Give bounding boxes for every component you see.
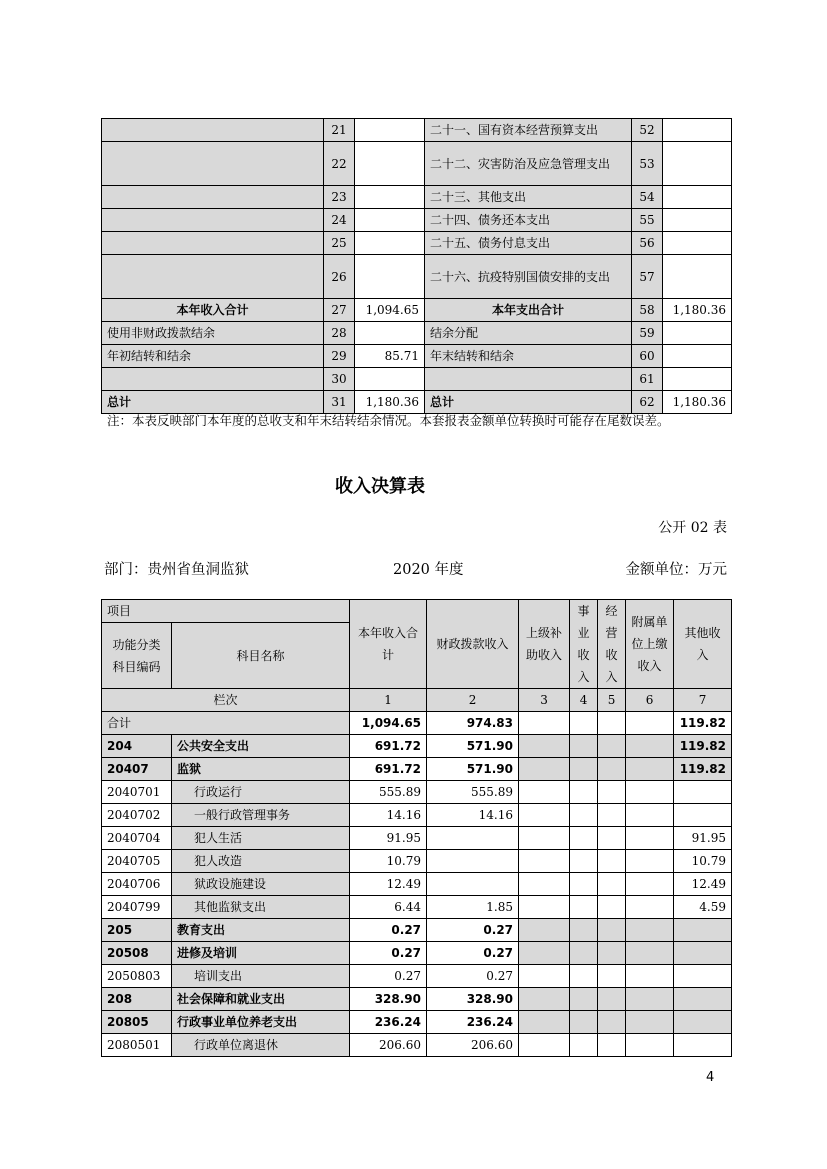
empty-cell [598, 919, 626, 942]
table-row [102, 345, 732, 368]
left-value [355, 142, 425, 186]
subject-code: 20805 [102, 1011, 172, 1034]
income-other: 10.79 [674, 850, 732, 873]
empty-cell [570, 942, 598, 965]
right-no: 59 [632, 322, 663, 345]
empty-cell [570, 1011, 598, 1034]
left-no: 26 [324, 255, 355, 299]
left-no: 21 [324, 119, 355, 142]
income-total: 0.27 [350, 965, 427, 988]
empty-cell [598, 873, 626, 896]
right-no: 55 [632, 209, 663, 232]
table-row [102, 1034, 732, 1057]
subject-name: 狱政设施建设 [172, 873, 350, 896]
income-other [674, 919, 732, 942]
income-other [674, 942, 732, 965]
empty-cell [626, 988, 674, 1011]
total-row-fiscal: 974.83 [427, 712, 519, 735]
column-number: 1 [350, 689, 427, 712]
empty-cell [519, 804, 570, 827]
header-operating: 经营收入 [598, 600, 626, 689]
income-total: 14.16 [350, 804, 427, 827]
empty-cell [570, 827, 598, 850]
right-label: 年末结转和结余 [425, 345, 632, 368]
right-no: 58 [632, 299, 663, 322]
subject-code: 2040701 [102, 781, 172, 804]
subject-name: 教育支出 [172, 919, 350, 942]
summary-note: 注：本表反映部门本年度的总收支和年末结转结余情况。本套报表金额单位转换时可能存在尾数误差。 [107, 413, 670, 428]
empty-cell [598, 988, 626, 1011]
empty-cell [519, 896, 570, 919]
left-label [102, 209, 324, 232]
column-number: 5 [598, 689, 626, 712]
income-fiscal: 1.85 [427, 896, 519, 919]
column-number: 2 [427, 689, 519, 712]
right-value [663, 209, 732, 232]
left-no: 23 [324, 186, 355, 209]
subject-code: 20508 [102, 942, 172, 965]
column-number: 4 [570, 689, 598, 712]
right-label: 总计 [425, 391, 632, 414]
empty-cell [598, 896, 626, 919]
income-total: 691.72 [350, 735, 427, 758]
table-row [102, 186, 732, 209]
table-row [102, 965, 732, 988]
right-no: 52 [632, 119, 663, 142]
right-label [425, 368, 632, 391]
right-label: 本年支出合计 [425, 299, 632, 322]
header-affiliated: 附属单位上缴收入 [626, 600, 674, 689]
total-row-total: 1,094.65 [350, 712, 427, 735]
column-number: 6 [626, 689, 674, 712]
right-label: 二十三、其他支出 [425, 186, 632, 209]
subject-name: 犯人生活 [172, 827, 350, 850]
left-value: 85.71 [355, 345, 425, 368]
header-fiscal: 财政拨款收入 [427, 600, 519, 689]
subject-code: 20407 [102, 758, 172, 781]
left-no: 24 [324, 209, 355, 232]
header-column-label: 栏次 [102, 689, 350, 712]
empty-cell [570, 781, 598, 804]
table-row [102, 209, 732, 232]
right-value [663, 345, 732, 368]
empty-cell [519, 965, 570, 988]
right-label: 二十二、灾害防治及应急管理支出 [425, 142, 632, 186]
table-row [102, 942, 732, 965]
table-row [102, 119, 732, 142]
empty-cell [626, 712, 674, 735]
empty-cell [598, 827, 626, 850]
income-fiscal: 0.27 [427, 965, 519, 988]
empty-cell [519, 919, 570, 942]
subject-code: 2040704 [102, 827, 172, 850]
right-no: 53 [632, 142, 663, 186]
empty-cell [626, 1034, 674, 1057]
subject-name: 其他监狱支出 [172, 896, 350, 919]
left-label: 总计 [102, 391, 324, 414]
left-value: 1,180.36 [355, 391, 425, 414]
empty-cell [519, 988, 570, 1011]
subject-code: 208 [102, 988, 172, 1011]
subject-code: 2040702 [102, 804, 172, 827]
left-label [102, 142, 324, 186]
right-label: 二十五、债务付息支出 [425, 232, 632, 255]
table-row [102, 988, 732, 1011]
income-total: 91.95 [350, 827, 427, 850]
left-no: 28 [324, 322, 355, 345]
table-row [102, 850, 732, 873]
income-fiscal [427, 873, 519, 896]
subject-code: 2080501 [102, 1034, 172, 1057]
right-no: 56 [632, 232, 663, 255]
subject-name: 培训支出 [172, 965, 350, 988]
left-label [102, 368, 324, 391]
table-code: 公开 02 表 [658, 520, 727, 536]
table-row [102, 255, 732, 299]
subject-name: 进修及培训 [172, 942, 350, 965]
empty-cell [598, 781, 626, 804]
department-label: 部门：贵州省鱼洞监狱 [104, 562, 249, 578]
empty-cell [519, 1011, 570, 1034]
empty-cell [598, 1011, 626, 1034]
empty-cell [519, 781, 570, 804]
empty-cell [626, 735, 674, 758]
left-value [355, 232, 425, 255]
table-row [102, 758, 732, 781]
left-value [355, 255, 425, 299]
empty-cell [598, 850, 626, 873]
right-value [663, 368, 732, 391]
income-fiscal: 206.60 [427, 1034, 519, 1057]
year-label: 2020 年度 [393, 562, 464, 578]
summary-table [101, 118, 732, 414]
left-value [355, 322, 425, 345]
right-value [663, 186, 732, 209]
empty-cell [598, 1034, 626, 1057]
income-total: 691.72 [350, 758, 427, 781]
left-label: 使用非财政拨款结余 [102, 322, 324, 345]
header-func-code: 功能分类科目编码 [102, 623, 172, 689]
empty-cell [598, 758, 626, 781]
empty-cell [598, 735, 626, 758]
empty-cell [519, 735, 570, 758]
empty-cell [626, 896, 674, 919]
table-row [102, 1011, 732, 1034]
empty-cell [626, 804, 674, 827]
table-row [102, 873, 732, 896]
income-other: 12.49 [674, 873, 732, 896]
income-total: 10.79 [350, 850, 427, 873]
empty-cell [626, 758, 674, 781]
total-row-other: 119.82 [674, 712, 732, 735]
subject-name: 行政运行 [172, 781, 350, 804]
income-other [674, 988, 732, 1011]
column-number: 7 [674, 689, 732, 712]
left-value [355, 368, 425, 391]
header-other: 其他收入 [674, 600, 732, 689]
header-item: 项目 [102, 600, 350, 623]
right-value: 1,180.36 [663, 391, 732, 414]
left-label: 年初结转和结余 [102, 345, 324, 368]
empty-cell [570, 919, 598, 942]
empty-cell [519, 758, 570, 781]
subject-code: 204 [102, 735, 172, 758]
income-total: 12.49 [350, 873, 427, 896]
income-fiscal: 236.24 [427, 1011, 519, 1034]
subject-name: 监狱 [172, 758, 350, 781]
empty-cell [519, 942, 570, 965]
right-label: 结余分配 [425, 322, 632, 345]
empty-cell [519, 873, 570, 896]
subject-name: 一般行政管理事务 [172, 804, 350, 827]
income-other: 4.59 [674, 896, 732, 919]
empty-cell [626, 873, 674, 896]
header-subject-name: 科目名称 [172, 623, 350, 689]
income-total: 236.24 [350, 1011, 427, 1034]
header-business: 事业收入 [570, 600, 598, 689]
table-row [102, 322, 732, 345]
right-value [663, 255, 732, 299]
empty-cell [570, 804, 598, 827]
left-value [355, 119, 425, 142]
right-value: 1,180.36 [663, 299, 732, 322]
subject-code: 2040706 [102, 873, 172, 896]
empty-cell [519, 827, 570, 850]
subject-code: 2050803 [102, 965, 172, 988]
income-fiscal: 0.27 [427, 919, 519, 942]
right-no: 57 [632, 255, 663, 299]
empty-cell [570, 850, 598, 873]
income-other: 91.95 [674, 827, 732, 850]
income-other [674, 1034, 732, 1057]
left-value: 1,094.65 [355, 299, 425, 322]
empty-cell [598, 965, 626, 988]
income-other [674, 965, 732, 988]
column-number: 3 [519, 689, 570, 712]
empty-cell [626, 850, 674, 873]
income-fiscal: 571.90 [427, 735, 519, 758]
left-label [102, 186, 324, 209]
income-other [674, 781, 732, 804]
empty-cell [626, 942, 674, 965]
left-no: 27 [324, 299, 355, 322]
table-row [102, 735, 732, 758]
empty-cell [626, 1011, 674, 1034]
income-fiscal: 571.90 [427, 758, 519, 781]
right-label: 二十六、抗疫特别国债安排的支出 [425, 255, 632, 299]
income-fiscal [427, 850, 519, 873]
left-no: 22 [324, 142, 355, 186]
right-value [663, 119, 732, 142]
empty-cell [626, 919, 674, 942]
subject-name: 行政单位离退休 [172, 1034, 350, 1057]
income-total: 555.89 [350, 781, 427, 804]
empty-cell [626, 781, 674, 804]
empty-cell [598, 712, 626, 735]
subject-name: 公共安全支出 [172, 735, 350, 758]
page-title: 收入决算表 [335, 476, 425, 497]
left-no: 31 [324, 391, 355, 414]
empty-cell [570, 965, 598, 988]
empty-cell [570, 896, 598, 919]
right-value [663, 322, 732, 345]
total-row-label: 合计 [102, 712, 350, 735]
empty-cell [570, 712, 598, 735]
left-value [355, 186, 425, 209]
empty-cell [570, 1034, 598, 1057]
subject-code: 2040799 [102, 896, 172, 919]
empty-cell [519, 712, 570, 735]
table-row [102, 804, 732, 827]
table-row [102, 142, 732, 186]
table-row [102, 896, 732, 919]
left-label: 本年收入合计 [102, 299, 324, 322]
empty-cell [570, 988, 598, 1011]
income-other: 119.82 [674, 758, 732, 781]
income-total: 0.27 [350, 919, 427, 942]
income-other: 119.82 [674, 735, 732, 758]
empty-cell [598, 942, 626, 965]
empty-cell [570, 873, 598, 896]
empty-cell [626, 965, 674, 988]
left-label [102, 232, 324, 255]
right-no: 62 [632, 391, 663, 414]
header-superior: 上级补助收入 [519, 600, 570, 689]
table-row [102, 919, 732, 942]
income-table [101, 599, 732, 1057]
right-no: 60 [632, 345, 663, 368]
empty-cell [519, 1034, 570, 1057]
right-label: 二十一、国有资本经营预算支出 [425, 119, 632, 142]
income-fiscal: 555.89 [427, 781, 519, 804]
subject-name: 社会保障和就业支出 [172, 988, 350, 1011]
income-fiscal: 14.16 [427, 804, 519, 827]
right-value [663, 142, 732, 186]
left-no: 30 [324, 368, 355, 391]
table-row [102, 368, 732, 391]
table-row [102, 232, 732, 255]
table-row [102, 781, 732, 804]
income-other [674, 1011, 732, 1034]
right-value [663, 232, 732, 255]
right-no: 61 [632, 368, 663, 391]
income-total: 0.27 [350, 942, 427, 965]
empty-cell [570, 735, 598, 758]
left-label [102, 119, 324, 142]
income-total: 6.44 [350, 896, 427, 919]
empty-cell [626, 827, 674, 850]
income-other [674, 804, 732, 827]
subject-name: 行政事业单位养老支出 [172, 1011, 350, 1034]
subject-name: 犯人改造 [172, 850, 350, 873]
income-total: 328.90 [350, 988, 427, 1011]
unit-label: 金额单位：万元 [625, 562, 727, 578]
left-value [355, 209, 425, 232]
header-total: 本年收入合计 [350, 600, 427, 689]
income-total: 206.60 [350, 1034, 427, 1057]
left-label [102, 255, 324, 299]
left-no: 29 [324, 345, 355, 368]
table-row [102, 299, 732, 322]
income-fiscal: 328.90 [427, 988, 519, 1011]
subject-code: 2040705 [102, 850, 172, 873]
right-label: 二十四、债务还本支出 [425, 209, 632, 232]
empty-cell [570, 758, 598, 781]
right-no: 54 [632, 186, 663, 209]
table-row [102, 827, 732, 850]
empty-cell [598, 804, 626, 827]
left-no: 25 [324, 232, 355, 255]
empty-cell [519, 850, 570, 873]
subject-code: 205 [102, 919, 172, 942]
page-number: 4 [706, 1070, 715, 1085]
income-fiscal [427, 827, 519, 850]
income-fiscal: 0.27 [427, 942, 519, 965]
